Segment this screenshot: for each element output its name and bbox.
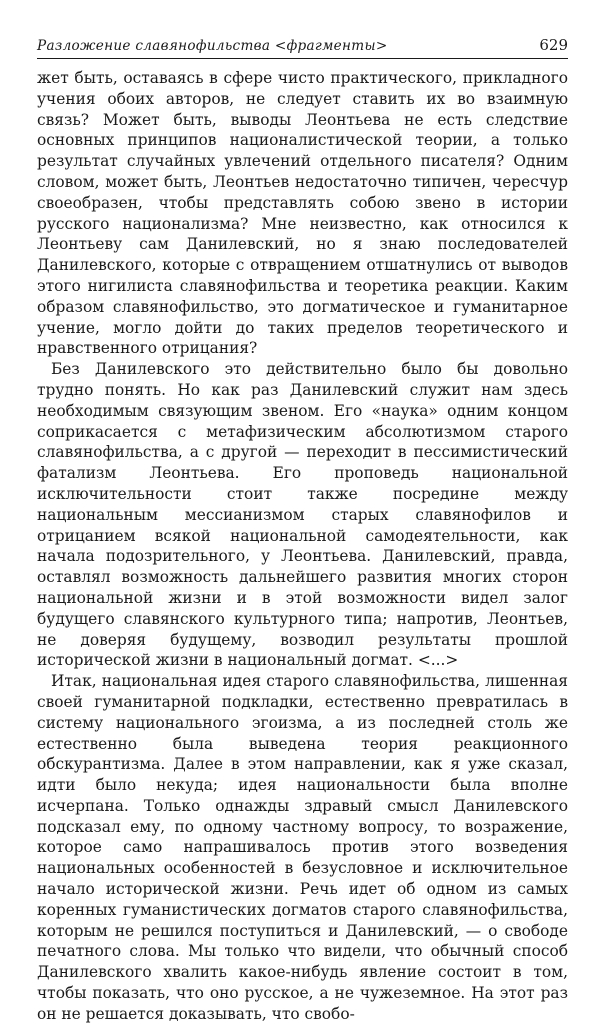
book-page — [37, 30, 568, 1025]
running-head — [37, 30, 568, 59]
paragraph-continued: жет быть, оставаясь в сфере чисто практического, прикладного учения обоих авторов, не следует ставить их во взаимную связь? Может быть, выводы Леонтьева не есть следствие основных принципов националистической теории, а только результат случайных увлечений отдельного писателя? Одним словом, может быть, Леонтьев недостаточно типичен, чересчур своеобразен, чтобы представлять собою звено в истории русского национализма? Мне неизвестно, как относился к Леонтьеву сам Данилевский, но я знаю последователей Данилевского, которые с отвращением отшатнулись от выводов этого нигилиста славянофильства и теоретика реакции. Каким образом славянофильство, это догматическое и гуманитарное учение, могло дойти до таких пределов теоретического и нравственного отрицания? — [37, 69, 568, 358]
paragraph: Без Данилевского это действительно было бы довольно трудно понять. Но как раз Данилевский служит нам здесь необходимым связующим звеном. Его «наука» одним концом соприкасается с метафизическим абсолютизмом старого славянофильства, а с другой — переходит в пессимистический фатализм Леонтьева. Его проповедь национальной исключительности стоит также посредине между национальным мессианизмом старых славянофилов и отрицанием всякой национальной самодеятельности, как начала подозрительного, у Леонтьева. Данилевский, правда, оставлял возможность дальнейшего развития многих сторон национальной жизни и в этой возможности видел залог будущего славянского культурного типа; напротив, Леонтьев, не доверяя будущему, возводил результаты прошлой исторической жизни в национальный догмат. <...> — [37, 360, 568, 670]
page-number: 629 — [539, 36, 568, 54]
paragraph: Итак, национальная идея старого славянофильства, лишенная своей гуманитарной подкладки, естественно превратилась в систему национального эгоизма, а из последней столь же естественно была выведена теория реакционного обскурантизма. Далее в этом направлении, как я уже сказал, идти было некуда; идея национальности была вполне исчерпана. Только однажды здравый смысл Данилевского подсказал ему, по одному частному вопросу, то возражение, которое само напрашивалось против этого возведения национальных особенностей в безусловное и исключительное начало исторической жизни. Речь идет об одном из самых коренных гуманистических догматов старого славянофильства, которым не решился поступиться и Данилевский, — о свободе печатного слова. Мы только что видели, что обычный способ Данилевского хвалить какое-нибудь явление состоит в том, чтобы показать, что оно русское, а не чужеземное. На этот раз он не решается доказывать, что свобо- — [37, 672, 568, 1023]
running-head-title: Разложение славянофильства <фрагменты> — [37, 38, 388, 54]
body-text — [37, 68, 568, 1025]
